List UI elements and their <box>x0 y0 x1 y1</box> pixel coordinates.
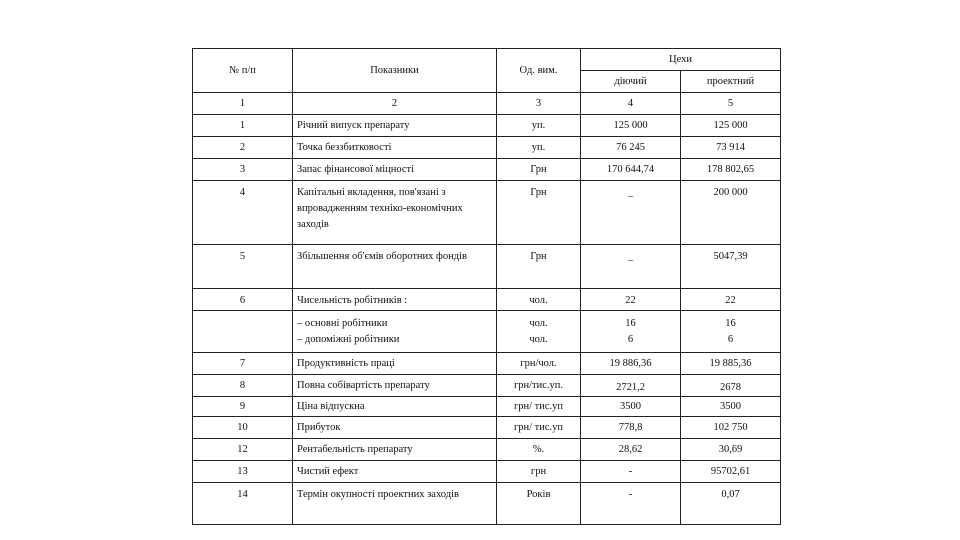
table-row: – основні робітники – допоміжні робітники чол. чол. 16 6 16 6 <box>193 311 781 353</box>
colnum-5: 5 <box>681 93 781 115</box>
table-row: 12 Рентабельність препарату %. 28,62 30,69 <box>193 439 781 461</box>
header-current: діючий <box>581 71 681 93</box>
table-row: 10 Прибуток грн/ тис.уп 778,8 102 750 <box>193 417 781 439</box>
table-row: 7 Продуктивність праці грн/чол. 19 886,36 19 885,36 <box>193 353 781 375</box>
colnum-3: 3 <box>497 93 581 115</box>
table-row: 6 Чисельність робітників : чол. 22 22 <box>193 289 781 311</box>
colnum-1: 1 <box>193 93 293 115</box>
header-values: Цехи <box>581 49 781 71</box>
table-row: 1 Річний випуск препарату уп. 125 000 125 000 <box>193 115 781 137</box>
header-unit: Од. вим. <box>497 49 581 93</box>
table-row: 9 Ціна відпускна грн/ тис.уп 3500 3500 <box>193 397 781 417</box>
table-row: 2 Точка беззбитковості уп. 76 245 73 914 <box>193 137 781 159</box>
table-row: 4 Капітальні вкладення, пов'язані з впровадженням техніко-економічних заходів Грн _ 200 000 <box>193 181 781 245</box>
colnum-4: 4 <box>581 93 681 115</box>
header-num: № п/п <box>193 49 293 93</box>
colnum-2: 2 <box>293 93 497 115</box>
table-row: 14 Термін окупності проектних заходів Років - 0,07 <box>193 483 781 525</box>
table-row: 13 Чистий ефект грн - 95702,61 <box>193 461 781 483</box>
header-project: проектний <box>681 71 781 93</box>
table-row: 3 Запас фінансової міцності Грн 170 644,74 178 802,65 <box>193 159 781 181</box>
indicators-table <box>192 48 781 525</box>
table-row: 8 Повна собівартість препарату грн/тис.уп. 2721,2 2678 <box>193 375 781 397</box>
header-indicators: Показники <box>293 49 497 93</box>
table-row: 5 Збільшення об'ємів оборотних фондів Грн _ 5047,39 <box>193 245 781 289</box>
column-numbers-row <box>193 93 781 115</box>
